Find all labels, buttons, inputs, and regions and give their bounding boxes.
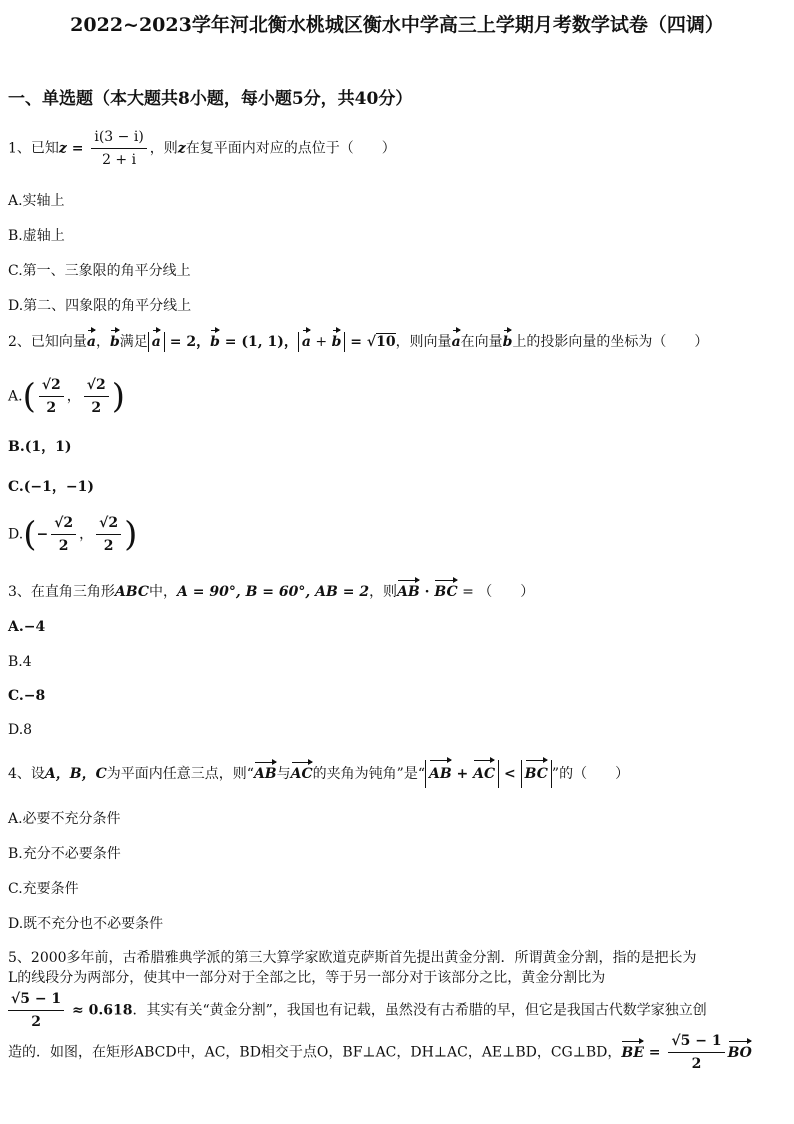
- q5-approx: ≈ 0.618: [67, 1002, 133, 1019]
- q1-numerator: i(3 − i): [91, 128, 146, 149]
- q3-option-d[interactable]: D.8: [8, 722, 33, 738]
- q1-option-a[interactable]: A.实轴上: [8, 193, 65, 209]
- q4-prefix: 4、设: [8, 766, 45, 782]
- question-3: [8, 582, 786, 602]
- q4-suffix: ”的（ ）: [551, 766, 630, 782]
- q2-suffix-vec-a: a: [451, 334, 461, 350]
- section-heading: 一、单选题（本大题共8小题，每小题5分，共40分）: [8, 89, 413, 109]
- q4-angle: 的夹角为钝角”是“: [312, 766, 425, 782]
- q2-opt-a-den2: 2: [91, 400, 102, 416]
- q1-option-c[interactable]: C.第一、三象限的角平分线上: [8, 263, 191, 279]
- q5-golden-den: 2: [31, 1014, 41, 1030]
- q2-opt-a-num2: √2: [84, 376, 109, 397]
- q2-opt-a-rparen: ): [111, 376, 125, 417]
- q5-line-4: [8, 1032, 786, 1073]
- q4-lt: <: [499, 766, 521, 782]
- q2-opt-d-label: D.: [8, 526, 24, 543]
- q1-suffix-b: 在复平面内对应的点位于（ ）: [185, 140, 396, 157]
- question-1: [8, 128, 786, 169]
- q5-line3-rest: ．其实有关“黄金分割”，我国也有记载，虽然没有古希腊的早，但它是我国古代数学家独立创: [132, 1002, 707, 1019]
- q3-condition: A = 90°, B = 60°, AB = 2: [177, 584, 370, 600]
- q1-option-d[interactable]: D.第二、四象限的角平分线上: [8, 298, 192, 314]
- q2-opt-a-num1: √2: [39, 376, 64, 397]
- q5-vec-bo: BO: [727, 1044, 752, 1061]
- q2-opt-d-frac1: [51, 514, 76, 555]
- q2-vec-b2: b: [210, 334, 220, 350]
- q5-golden-num: √5 − 1: [8, 990, 64, 1011]
- q3-option-b[interactable]: B.4: [8, 654, 32, 670]
- question-4: [8, 760, 786, 788]
- q1-fraction: [91, 128, 146, 169]
- q1-option-b[interactable]: B.虚轴上: [8, 228, 65, 244]
- q3-then: ，则: [369, 584, 398, 600]
- q4-mid: 为平面内任意三点，则“: [106, 766, 254, 782]
- q5-vec-be: BE: [621, 1044, 644, 1061]
- q2-opt-d-minus: −: [36, 526, 49, 543]
- q5-line-1: 5、2000多年前，古希腊雅典学派的第三大算学家欧道克萨斯首先提出黄金分割．所谓黄金分割，指的是把长为: [8, 950, 697, 966]
- q5-line-3: [8, 990, 786, 1031]
- question-2: [8, 332, 786, 352]
- q4-option-b[interactable]: B.充分不必要条件: [8, 846, 121, 862]
- q3-suffix: = （ ）: [457, 584, 535, 600]
- q5-eq: =: [643, 1044, 666, 1061]
- q1-suffix-var: z: [177, 140, 186, 157]
- q2-abs-a-vec: a: [151, 334, 161, 350]
- q2-opt-a-frac2: [84, 376, 109, 417]
- q2-abs-sum: a + b: [298, 332, 346, 352]
- q2-eq2: = 2，: [164, 334, 211, 350]
- q5-frac2-num: √5 − 1: [668, 1032, 724, 1053]
- q3-dot: ·: [419, 584, 435, 600]
- q1-var-z: z: [58, 140, 67, 157]
- q4-option-d[interactable]: D.既不充分也不必要条件: [8, 916, 164, 932]
- q2-opt-d-rparen: ): [124, 514, 138, 555]
- q5-line-2: L的线段分为两部分，使其中一部分对于全部之比，等于另一部分对于该部分之比，黄金分割比为: [8, 970, 606, 986]
- q2-cond: 满足: [119, 334, 148, 350]
- q2-opt-a-comma: ，: [66, 388, 81, 405]
- q4-vec-ac: AC: [290, 766, 313, 782]
- q1-denominator: 2 + i: [102, 152, 137, 168]
- q2-vec-b: b: [110, 334, 120, 350]
- q4-with: 与: [276, 766, 291, 782]
- q2-opt-d-num1: √2: [51, 514, 76, 535]
- q2-opt-a-frac1: [39, 376, 64, 417]
- q2-sum-a: a: [301, 334, 311, 350]
- q2-eq3: = √: [345, 334, 377, 350]
- q4-plus: +: [451, 766, 474, 782]
- q2-opt-a-den1: 2: [46, 400, 57, 416]
- q2-opt-d-frac2: [96, 514, 121, 555]
- q2-bval: = (1, 1)，: [219, 334, 298, 350]
- q3-mid: 中，: [149, 584, 178, 600]
- q3-prefix: 3、在直角三角形: [8, 584, 115, 600]
- q4-sum-ab: AB: [429, 762, 452, 786]
- q1-suffix-a: ，则: [149, 140, 178, 157]
- q5-fraction-2: [668, 1032, 724, 1073]
- q2-opt-d-num2: √2: [96, 514, 121, 535]
- q4-vec-bc: BC: [525, 762, 548, 786]
- q2-sum-b: b: [331, 334, 342, 350]
- q2-option-c[interactable]: C.(−1，−1): [8, 479, 94, 495]
- q2-option-a[interactable]: [8, 376, 125, 417]
- q1-prefix: 1、已知: [8, 140, 59, 157]
- q4-option-c[interactable]: C.充要条件: [8, 881, 79, 897]
- q2-sep: ，: [96, 334, 110, 350]
- q4-vec-ab: AB: [253, 766, 277, 782]
- q4-abs-bc: [521, 760, 552, 788]
- q2-suffix-vec-b: b: [502, 334, 513, 350]
- q4-abs-sum: [425, 760, 499, 788]
- q3-option-c[interactable]: C.−8: [8, 688, 46, 704]
- q3-vec-bc: BC: [434, 584, 458, 600]
- q4-points: A，B，C: [44, 766, 107, 782]
- q2-option-b[interactable]: B.(1，1): [8, 439, 72, 455]
- q2-suffix-c: 上的投影向量的坐标为（ ）: [512, 334, 709, 350]
- q3-option-a[interactable]: A.−4: [8, 619, 46, 635]
- q2-suffix-a: ，则向量: [395, 334, 452, 350]
- q3-vec-ab: AB: [397, 584, 420, 600]
- q3-triangle: ABC: [114, 584, 150, 600]
- q2-vec-a: a: [86, 334, 96, 350]
- q2-opt-d-den1: 2: [58, 538, 69, 554]
- q2-sqrt-arg: 10: [376, 334, 396, 350]
- q5-golden-fraction: [8, 990, 64, 1031]
- q2-opt-d-den2: 2: [103, 538, 114, 554]
- q5-line4-text: 造的．如图，在矩形ABCD中，AC，BD相交于点O，BF⊥AC，DH⊥AC，AE⊥BD，CG⊥BD，: [8, 1044, 622, 1061]
- exam-title: 2022~2023学年河北衡水桃城区衡水中学高三上学期月考数学试卷（四调）: [70, 14, 724, 36]
- q1-equals: =: [66, 140, 89, 157]
- q4-sum-ac: AC: [473, 762, 495, 786]
- q2-suffix-b: 在向量: [460, 334, 503, 350]
- q2-opt-d-comma: ，: [79, 526, 94, 543]
- q2-opt-a-label: A.: [8, 388, 23, 405]
- q2-abs-a: [148, 332, 165, 352]
- q2-option-d[interactable]: [8, 514, 137, 555]
- q2-opt-a-lparen: (: [22, 376, 36, 417]
- q2-prefix: 2、已知向量: [8, 334, 87, 350]
- q5-frac2-den: 2: [691, 1056, 702, 1072]
- q4-option-a[interactable]: A.必要不充分条件: [8, 811, 121, 827]
- q2-opt-d-lparen: (: [23, 514, 37, 555]
